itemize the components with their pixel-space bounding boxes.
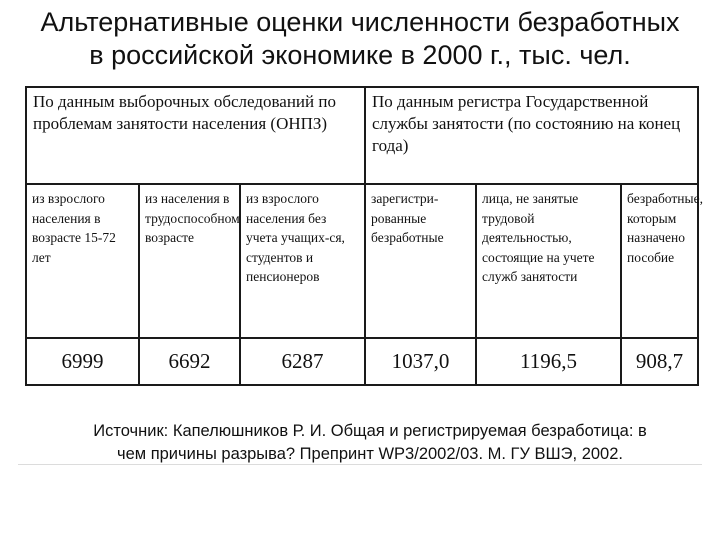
group-header-registry: По данным регистра Государственной службы занятости (по состоянию на конец года) [365,87,698,184]
unemployment-table [25,86,703,386]
value-cell: 6999 [26,338,139,385]
subheader-cell: безработные, которым назначено пособие [621,184,698,338]
value-cell: 6287 [240,338,365,385]
value-cell: 1037,0 [365,338,476,385]
group-header-onpz: По данным выборочных обследований по проблемам занятости населения (ОНПЗ) [26,87,365,184]
table-group-header-row [26,87,698,184]
divider [18,464,702,465]
subheader-cell: из взрослого населения в возрасте 15-72 лет [26,184,139,338]
subheader-cell: лица, не занятые трудовой деятельностью, состоящие на учете служб занятости [476,184,621,338]
value-cell: 6692 [139,338,240,385]
table-values-row [26,338,698,385]
subheader-cell: из взрослого населения без учета учащих-ся, студентов и пенсионеров [240,184,365,338]
title-line-2: в российской экономике в 2000 г., тыс. чел. [89,40,631,70]
title-line-1: Альтернативные оценки численности безработных [40,7,680,37]
value-cell: 1196,5 [476,338,621,385]
value-cell: 908,7 [621,338,698,385]
source-line-1: Источник: Капелюшников Р. И. Общая и регистрируемая безработица: в [93,422,647,440]
subheader-cell: зарегистри-рованные безработные [365,184,476,338]
source-citation [40,420,700,466]
slide-title [0,6,720,72]
source-line-2: чем причины разрыва? Препринт WP3/2002/03. М. ГУ ВШЭ, 2002. [117,445,623,463]
table-subheader-row [26,184,698,338]
subheader-cell: из населения в трудоспособном возрасте [139,184,240,338]
